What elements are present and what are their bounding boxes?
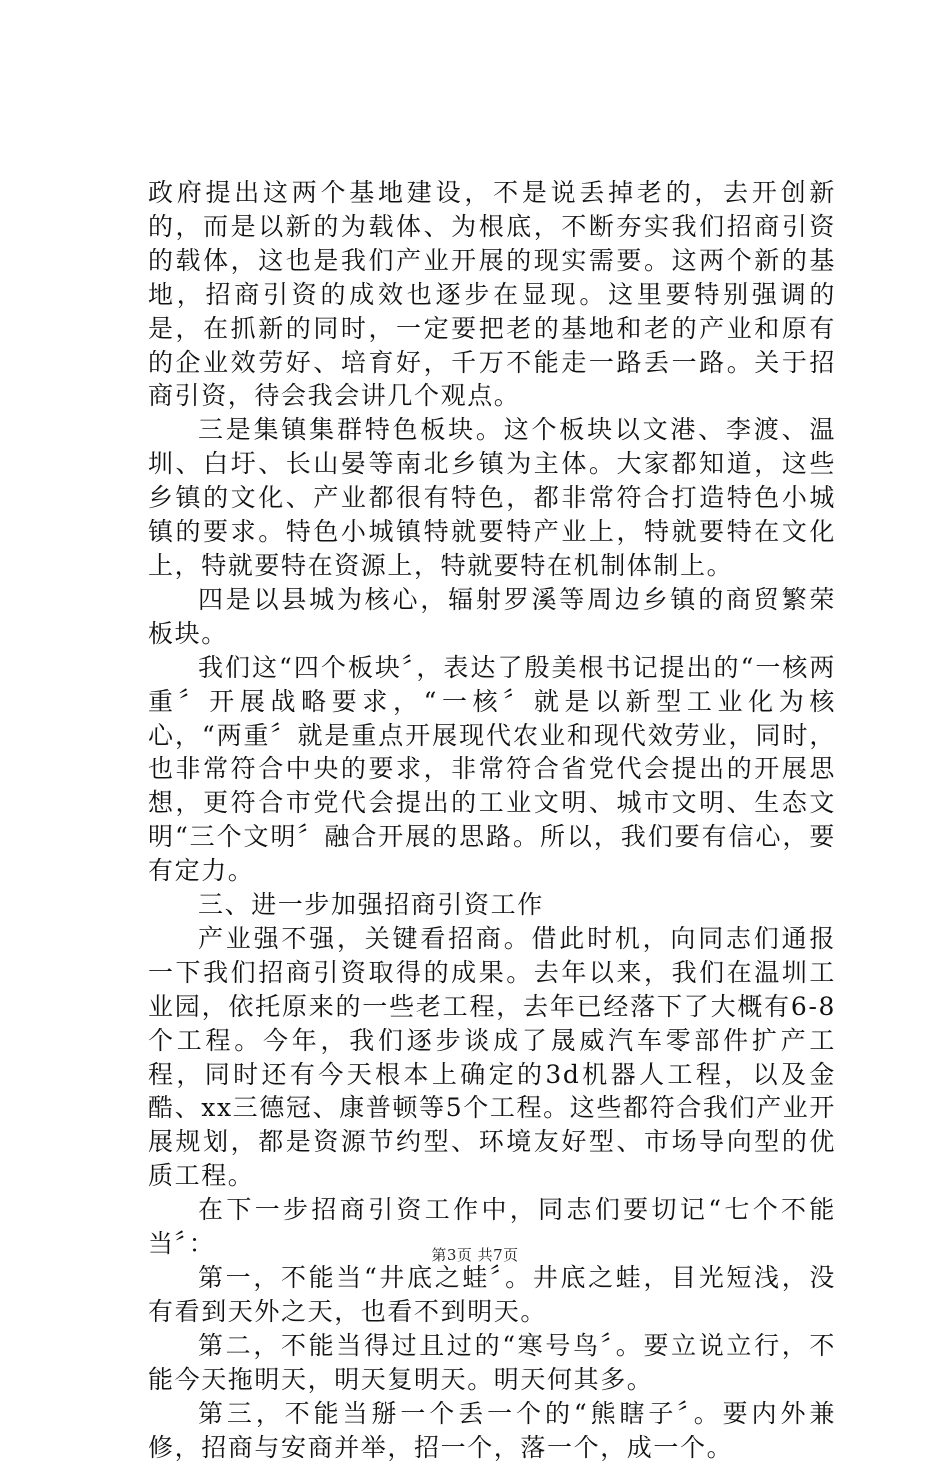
paragraph-7: 在下一步招商引资工作中，同志们要切记“七个不能当〞： [148,1195,836,1259]
paragraph-8: 第一，不能当“井底之蛙〞。井底之蛙，目光短浅，没有看到天外之天，也看不到明天。 [148,1263,836,1326]
paragraph-4: 我们这“四个板块〞，表达了殷美根书记提出的“一核两重〞开展战略要求，“一核〞就是以新型工业化为核心，“两重〞就是重点开展现代农业和现代效劳业，同时，也非常符合中央的要求，非常符合省党代会提出的开展思想，更符合市党代会提出的工业文明、城市文明、生态文明“三个文明〞融合开展的思路。所以，我们要有信心，要有定力。 [148,652,836,886]
paragraph-10: 第三，不能当掰一个丢一个的“熊瞎子〞。要内外兼修，招商与安商并举，招一个，落一个，成一个。 [148,1398,836,1462]
paragraph-2: 三是集镇集群特色板块。这个板块以文港、李渡、温圳、白圩、长山晏等南北乡镇为主体。大家都知道，这些乡镇的文化、产业都很有特色，都非常符合打造特色小城镇的要求。特色小城镇特就要特产业上，特就要特在文化上，特就要特在资源上，特就要特在机制体制上。 [148,415,836,580]
paragraph-6: 产业强不强，关键看招商。借此时机，向同志们通报一下我们招商引资取得的成果。去年以来，我们在温圳工业园，依托原来的一些老工程，去年已经落下了大概有6-8个工程。今年，我们逐步谈成了晟威汽车零部件扩产工程，同时还有今天根本上确定的3d机器人工程，以及金酷、xx三德冠、康普顿等5个工程。这些都符合我们产业开展规划，都是资源节约型、环境友好型、市场导向型的优质工程。 [148,923,836,1191]
paragraph-9: 第二，不能当得过且过的“寒号鸟〞。要立说立行，不能今天拖明天，明天复明天。明天何其多。 [148,1330,836,1394]
document-body [148,176,836,1464]
paragraph-3: 四是以县城为核心，辐射罗溪等周边乡镇的商贸繁荣板块。 [148,584,836,648]
page-footer: 第3页 共7页 [431,1246,519,1264]
section-heading: 三、进一步加强招商引资工作 [198,890,544,920]
paragraph-1: 政府提出这两个基地建设，不是说丢掉老的，去开创新的，而是以新的为载体、为根底，不断夯实我们招商引资的载体，这也是我们产业开展的现实需要。这两个新的基地，招商引资的成效也逐步在显现。这里要特别强调的是，在抓新的同时，一定要把老的基地和老的产业和原有的企业效劳好、培育好，千万不能走一路丢一路。关于招商引资，待会我会讲几个观点。 [148,178,836,411]
